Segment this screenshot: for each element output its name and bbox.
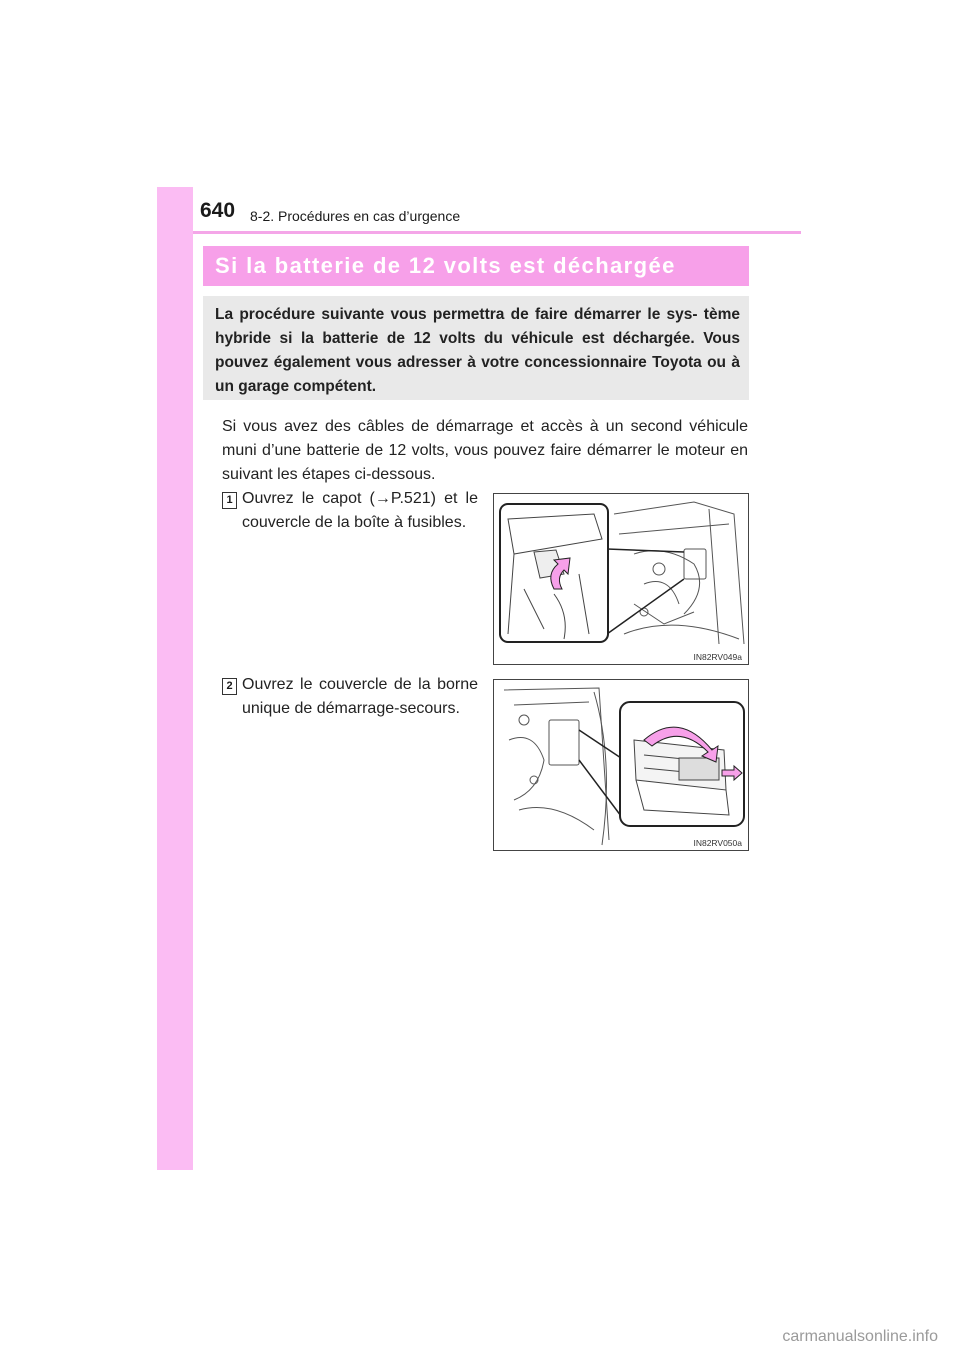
step-1-figure-code: IN82RV049a [693,652,742,662]
side-tab-strip [157,187,193,1170]
step-1-number: 1 [222,492,237,509]
intro-text: La procédure suivante vous permettra de faire démarrer le sys- tème hybride si la batterie de 12 volts du véhicule est déchargée. Vous pouvez également vous adresser à votre concessionnaire Toyota ou à un garage compétent. [215,306,740,395]
jump-start-terminal-illustration [494,680,749,851]
chapter-title: 8-2. Procédures en cas d’urgence [250,208,461,224]
header-divider [193,231,801,234]
watermark: carmanualsonline.info [782,1328,938,1345]
section-title: Si la batterie de 12 volts est déchargée [203,246,749,286]
step-2-number: 2 [222,678,237,695]
step-1-figure [493,493,749,665]
step-1-text: Ouvrez le capot (→P.521) et le couvercle de la boîte à fusibles. [242,490,478,531]
intro-box [203,296,749,400]
step-2-text: Ouvrez le couvercle de la borne unique de démarrage-secours. [242,676,478,717]
step-2-figure [493,679,749,851]
fuse-box-illustration [494,494,749,665]
body-paragraph: Si vous avez des câbles de démarrage et accès à un second véhicule muni d’une batterie de 12 volts, vous pouvez faire démarrer le moteur en suivant les étapes ci-dessous. [222,418,748,483]
page-number: 640 [200,199,236,222]
step-2-figure-code: IN82RV050a [693,838,742,848]
